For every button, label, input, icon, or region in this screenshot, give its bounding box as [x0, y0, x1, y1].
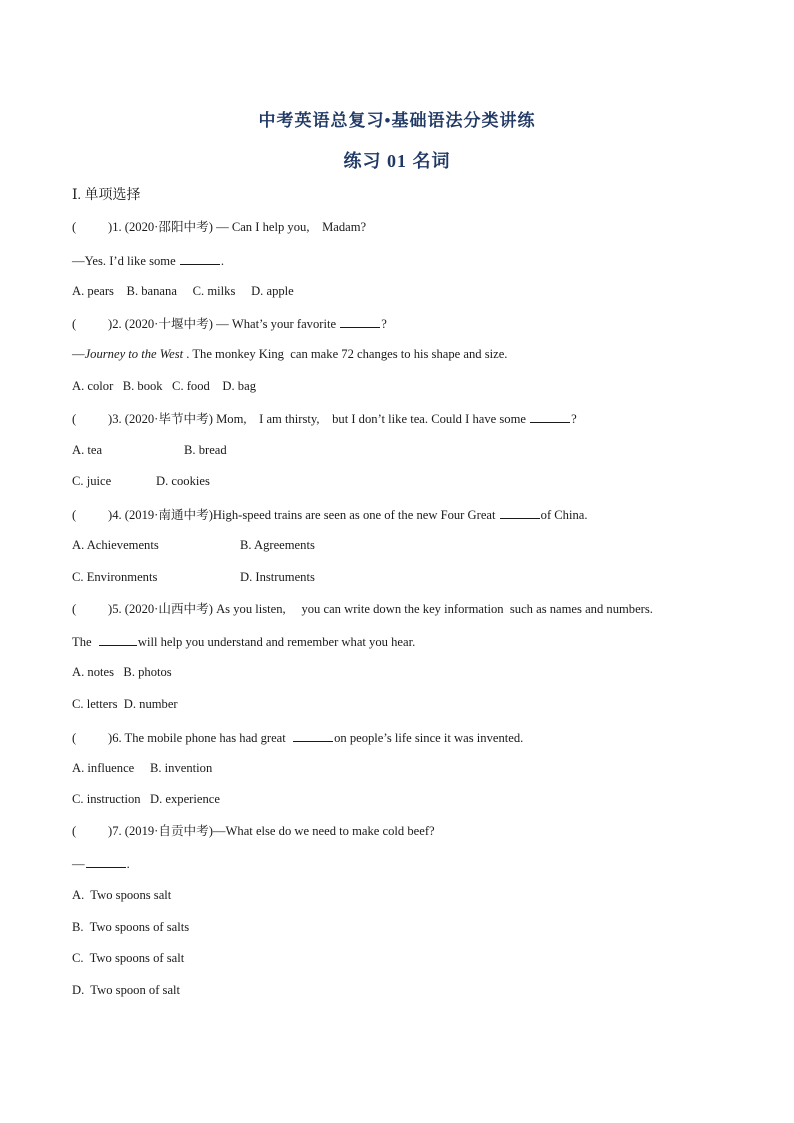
- question-5-options-row-2: C. letters D. number: [72, 697, 178, 711]
- question-7-option-d: D. Two spoon of salt: [72, 983, 181, 997]
- question-7-option-a: A. Two spoons salt: [72, 888, 172, 902]
- exercise-subtitle: 练习 01 名词: [343, 151, 451, 171]
- question-5-stem: ( )5. (2020·山西中考) As you listen, you can write down the key information such as names and numbers.: [72, 602, 653, 616]
- answer-paren: (: [72, 602, 77, 616]
- answer-blank: [293, 729, 333, 742]
- question-1-options: A. pears B. banana C. milks D. apple: [72, 284, 294, 298]
- answer-blank: [99, 633, 137, 646]
- book-title: Journey to the West: [84, 347, 184, 361]
- answer-paren: (: [72, 508, 77, 522]
- question-4-option-c: C. Environments: [72, 570, 158, 584]
- question-4-stem: ( )4. (2019·南通中考)High-speed trains are seen as one of the new Four Great of China.: [72, 508, 588, 522]
- question-7-option-c: C. Two spoons of salt: [72, 951, 185, 965]
- question-6-options-row-1: A. influence B. invention: [72, 761, 213, 775]
- question-3-option-c: C. juice: [72, 474, 112, 488]
- answer-blank: [86, 855, 126, 868]
- document-title: 中考英语总复习•基础语法分类讲练: [258, 111, 536, 130]
- answer-paren: (: [72, 317, 77, 331]
- answer-blank: [340, 315, 380, 328]
- answer-blank: [530, 410, 570, 423]
- question-3-option-d: D. cookies: [156, 474, 210, 488]
- question-6-options-row-2: C. instruction D. experience: [72, 792, 220, 806]
- question-4-option-b: B. Agreements: [240, 538, 315, 552]
- section-heading: Ⅰ. 单项选择: [72, 188, 141, 203]
- question-6-stem: ( )6. The mobile phone has had great on people’s life since it was invented.: [72, 731, 524, 745]
- answer-blank: [500, 506, 540, 519]
- question-5-stem-continued: The will help you understand and remember what you hear.: [72, 635, 416, 649]
- answer-paren: (: [72, 824, 77, 838]
- question-3-stem: ( )3. (2020·毕节中考) Mom, I am thirsty, but I don’t like tea. Could I have some ?: [72, 412, 577, 426]
- question-5-options-row-1: A. notes B. photos: [72, 665, 172, 679]
- answer-paren: (: [72, 220, 77, 234]
- question-3-option-a: A. tea: [72, 443, 103, 457]
- question-7-option-b: B. Two spoons of salts: [72, 920, 190, 934]
- question-4-option-a: A. Achievements: [72, 538, 159, 552]
- answer-blank: [180, 252, 220, 265]
- answer-paren: (: [72, 731, 77, 745]
- question-2-reply: —Journey to the West . The monkey King can make 72 changes to his shape and size.: [72, 347, 508, 361]
- question-7-reply: — .: [72, 857, 130, 871]
- question-2-options: A. color B. book C. food D. bag: [72, 379, 256, 393]
- question-7-stem: ( )7. (2019·自贡中考)—What else do we need to make cold beef?: [72, 824, 435, 838]
- question-2-stem: ( )2. (2020·十堰中考) — What’s your favorite ?: [72, 317, 387, 331]
- question-1-stem: ( )1. (2020·邵阳中考) — Can I help you, Madam?: [72, 220, 367, 234]
- answer-paren: (: [72, 412, 77, 426]
- question-4-option-d: D. Instruments: [240, 570, 315, 584]
- question-1-reply: —Yes. I’d like some .: [72, 254, 224, 268]
- question-3-option-b: B. bread: [184, 443, 227, 457]
